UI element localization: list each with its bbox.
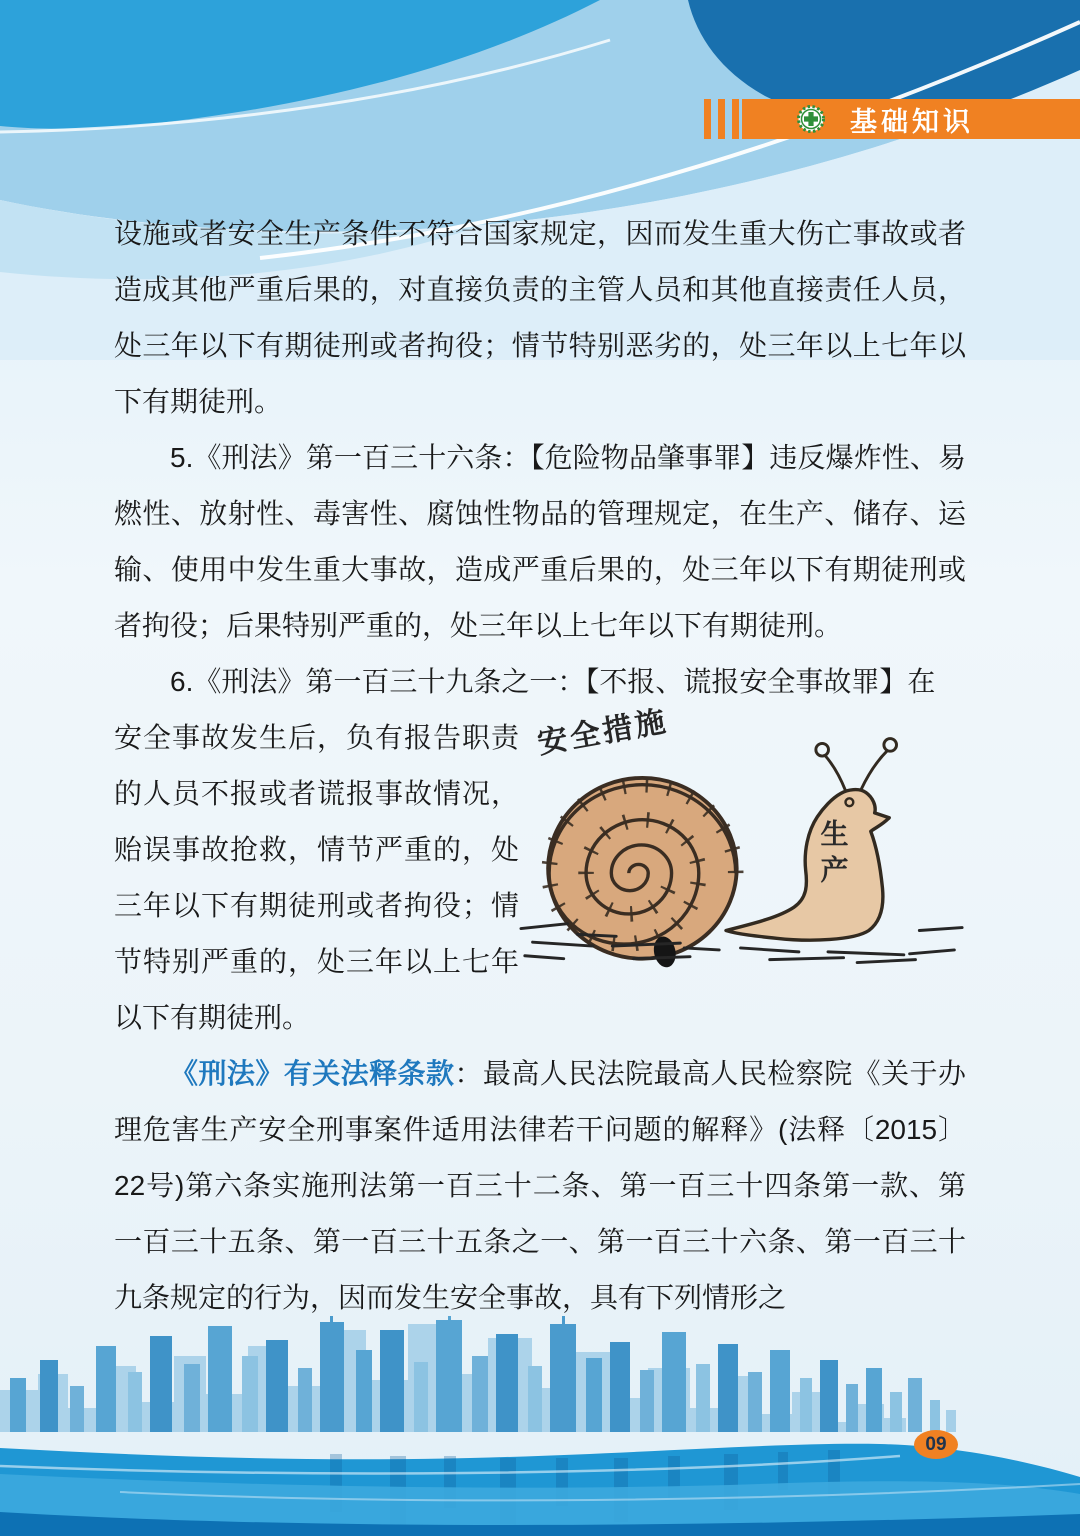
paragraph-article-139-body: 安全事故发生后，负有报告职责的人员不报或者谎报事故情况，贻误事故抢救，情节严重的，处三年以下有期徒刑或者拘役；情节特别严重的，处三年以上七年以下有期徒刑。 [114, 722, 519, 1033]
content [114, 206, 966, 1326]
legal-text: ：最高人民法院最高人民检察院《关于办理危害生产安全刑事案件适用法律若干问题的解释》(法释〔2015〕22号)第六条实施刑法第一百三十二条、第一百三十四条第一款、第一百三十五条、第一百三十五条之一、第一百三十六条、第一百三十九条规定的行为，因而发生安全事故，具有下列情形之 [114, 1058, 966, 1313]
snail-illustration [519, 704, 966, 970]
page-header-title: 基础知识 [850, 106, 974, 137]
header-stripe-icon [704, 99, 711, 139]
page-number-badge [914, 1430, 958, 1459]
paragraph-continuation: 设施或者安全生产条件不符合国家规定，因而发生重大伤亡事故或者造成其他严重后果的，对直接负责的主管人员和其他直接责任人员，处三年以下有期徒刑或者拘役；情节特别恶劣的，处三年以上七年以下有期徒刑。 [114, 218, 966, 417]
header-stripe-icon [732, 99, 739, 139]
paragraph-article-139-intro: 6.《刑法》第一百三十九条之一：【不报、谎报安全事故罪】在 [170, 666, 936, 697]
bottom-cityscape-decoration [0, 1316, 1080, 1536]
snail-shell [548, 778, 737, 969]
header-stripe-icon [718, 99, 725, 139]
page-number: 09 [925, 1433, 947, 1455]
article-139-section [114, 704, 966, 1046]
work-safety-emblem-icon [796, 104, 826, 134]
snail-cartoon [519, 718, 966, 970]
snail-body [726, 739, 897, 941]
slug-label: 生产 [817, 818, 849, 891]
legal-heading: 《刑法》有关法释条款 [170, 1058, 455, 1089]
paragraph-article-136: 5.《刑法》第一百三十六条：【危险物品肇事罪】违反爆炸性、易燃性、放射性、毒害性、腐蚀性物品的管理规定，在生产、储存、运输、使用中发生重大事故，造成严重后果的，处三年以下有期徒刑或者拘役；后果特别严重的，处三年以上七年以下有期徒刑。 [114, 442, 966, 641]
header-bar [742, 99, 1080, 139]
shell-label: 安全措施 [534, 704, 671, 761]
paragraph-legal-interpretation [114, 1046, 966, 1326]
